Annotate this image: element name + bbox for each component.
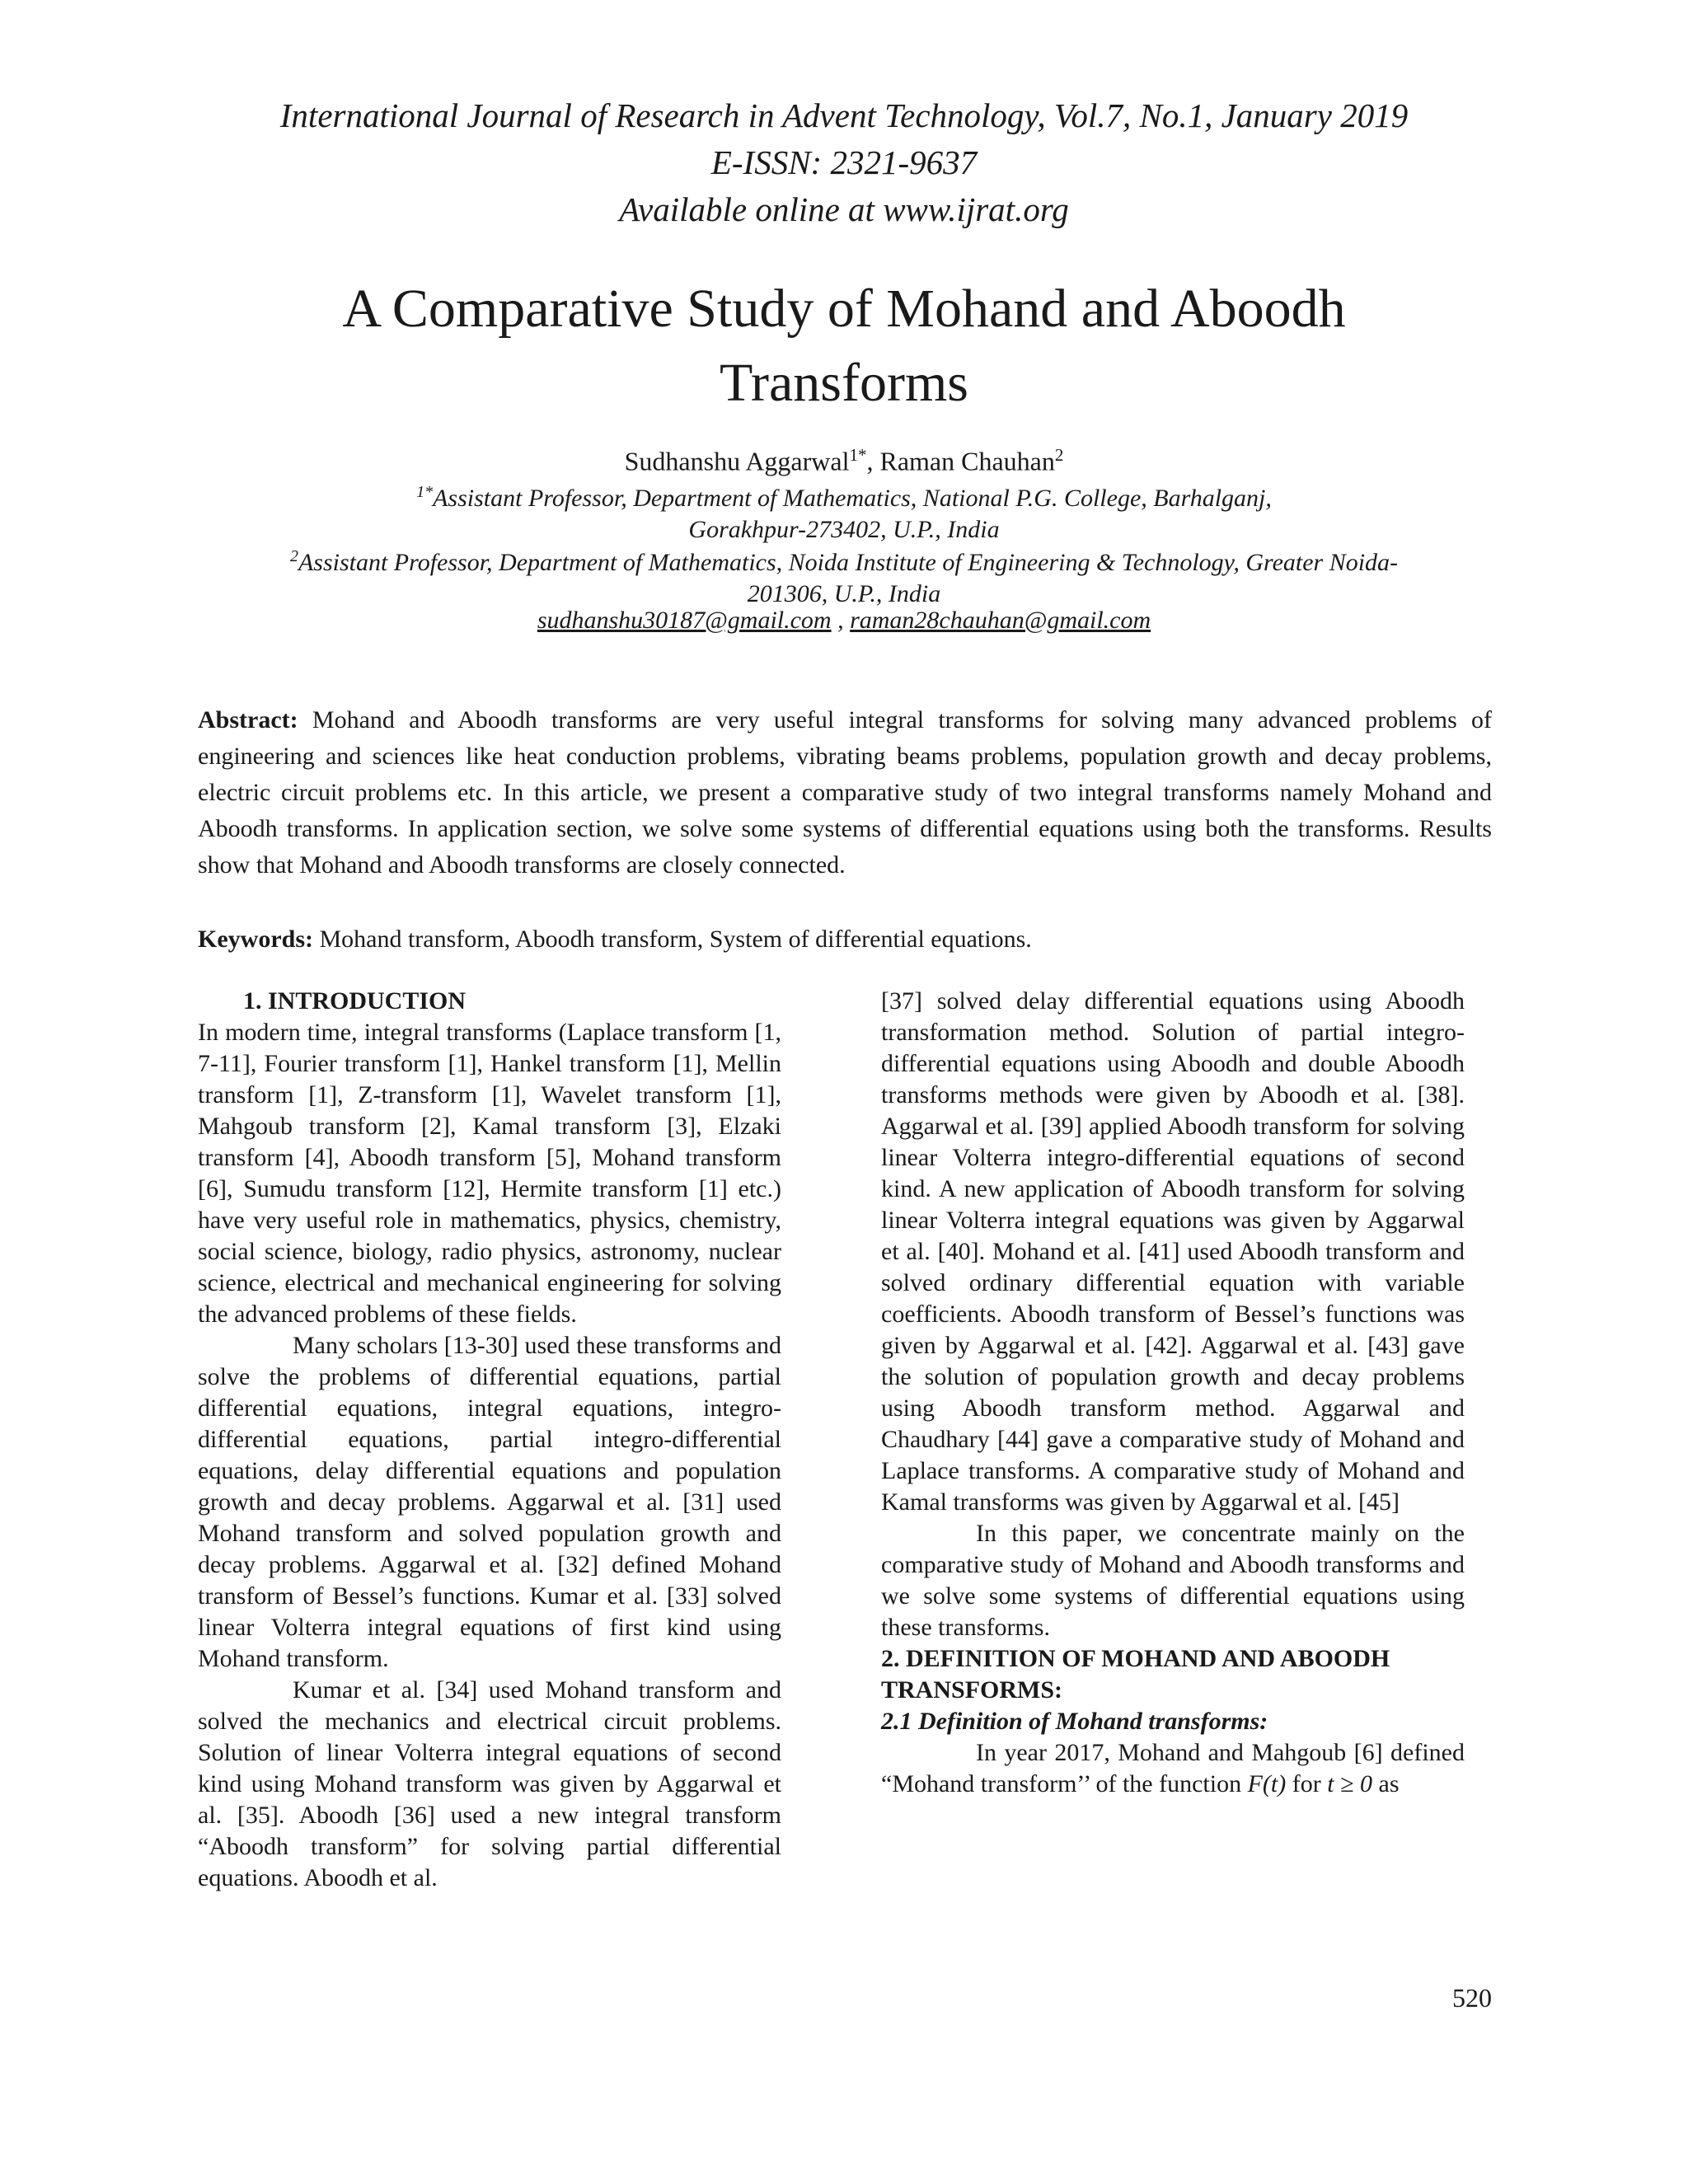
title-line-1: A Comparative Study of Mohand and Aboodh	[342, 279, 1346, 339]
affiliation-1-line-1: Assistant Professor, Department of Mathematics, National P.G. College, Barhalganj,	[433, 485, 1272, 512]
title-line-2: Transforms	[720, 353, 968, 413]
keywords-text: Mohand transform, Aboodh transform, System of differential equations.	[319, 926, 1032, 953]
journal-name: International Journal of Research in Advent Technology, Vol.7, No.1, January 2019	[279, 96, 1409, 134]
affiliation-1-mark: 1*	[416, 483, 434, 501]
function-symbol: F(t)	[1247, 1770, 1287, 1797]
affiliation-2-mark: 2	[289, 547, 298, 565]
definition-paragraph	[881, 1737, 1465, 1800]
email-separator: ,	[831, 607, 851, 634]
journal-header	[0, 92, 1688, 233]
author-emails	[0, 605, 1688, 636]
right-column	[881, 986, 1465, 1800]
section-heading-definitions: 2. DEFINITION OF MOHAND AND ABOODH TRANSFORMS:	[881, 1645, 1390, 1704]
journal-website: Available online at www.ijrat.org	[619, 190, 1069, 228]
definition-text-end: as	[1372, 1770, 1400, 1797]
author-1: Sudhanshu Aggarwal	[624, 446, 850, 476]
author-separator: ,	[866, 446, 880, 476]
definition-text-start: In year 2017, Mohand and Mahgoub [6] defined “Mohand transform’’ of the function	[881, 1739, 1465, 1797]
author-2-mark: 2	[1054, 445, 1064, 465]
affiliation-2	[0, 541, 1688, 610]
abstract	[198, 702, 1492, 883]
author-list	[0, 438, 1688, 478]
domain-condition: t ≥ 0	[1327, 1770, 1373, 1797]
intro-paragraph-3: Kumar et al. [34] used Mohand transform and solved the mechanics and electrical circuit problems. Solution of linear Volterra integral equations of second kind using Mohand transform was given by Aggarwal et al. [35]. Aboodh [36] used a new integral transform “Aboodh transform” for solving partial differential equations. Aboodh et al.	[198, 1676, 781, 1891]
intro-paragraph-2: Many scholars [13-30] used these transforms and solve the problems of differential equations, partial differential equations, integral equations, integro-differential equations, partial integro-differential equations, delay differential equations and population growth and decay problems. Aggarwal et al. [31] used Mohand transform and solved population growth and decay problems. Aggarwal et al. [32] defined Mohand transform of Bessel’s functions. Kumar et al. [33] solved linear Volterra integral equations of first kind using Mohand transform.	[198, 1332, 781, 1672]
section-heading-introduction: 1. INTRODUCTION	[243, 987, 467, 1015]
email-link-1[interactable]: sudhanshu30187@gmail.com	[537, 607, 832, 634]
affiliation-2-line-2: 201306, U.P., India	[747, 580, 941, 607]
page-number: 520	[1452, 1983, 1492, 2013]
left-column	[198, 986, 781, 1894]
definition-text-mid: for	[1286, 1770, 1328, 1797]
affiliation-1	[0, 476, 1688, 546]
intro-paragraph-5: In this paper, we concentrate mainly on the comparative study of Mohand and Aboodh transforms and we solve some systems of differential equations using these transforms.	[881, 1520, 1465, 1641]
subsection-heading-mohand: 2.1 Definition of Mohand transforms:	[881, 1708, 1268, 1735]
author-2: Raman Chauhan	[879, 446, 1055, 476]
journal-issn: E-ISSN: 2321-9637	[710, 143, 978, 181]
paper-title	[0, 272, 1688, 420]
keywords	[198, 921, 1492, 958]
keywords-label: Keywords:	[198, 926, 313, 953]
intro-paragraph-1: In modern time, integral transforms (Laplace transform [1, 7-11], Fourier transform [1], Hankel transform [1], Mellin transform [1], Z-transform [1], Wavelet transform [1], Mahgoub transform [2], Kamal transform [3], Elzaki transform [4], Aboodh transform [5], Mohand transform [6], Sumudu transform [12], Hermite transform [1] etc.) have very useful role in mathematics, physics, chemistry, social science, biology, radio physics, astronomy, nuclear science, electrical and mechanical engineering for solving the advanced problems of these fields.	[198, 1019, 781, 1328]
abstract-label: Abstract:	[198, 706, 298, 733]
author-1-mark: 1*	[849, 445, 867, 465]
affiliation-2-line-1: Assistant Professor, Department of Mathematics, Noida Institute of Engineering & Technology, Greater Noida-	[298, 549, 1399, 576]
email-link-2[interactable]: raman28chauhan@gmail.com	[850, 607, 1151, 634]
intro-paragraph-4: [37] solved delay differential equations using Aboodh transformation method. Solution of partial integro-differential equations using Aboodh and double Aboodh transforms methods were given by Aboodh et al. [38]. Aggarwal et al. [39] applied Aboodh transform for solving linear Volterra integro-differential equations of second kind. A new application of Aboodh transform for solving linear Volterra integral equations was given by Aggarwal et al. [40]. Mohand et al. [41] used Aboodh transform and solved ordinary differential equation with variable coefficients. Aboodh transform of Bessel’s functions was given by Aggarwal et al. [42]. Aggarwal et al. [43] gave the solution of population growth and decay problems using Aboodh transform method. Aggarwal and Chaudhary [44] gave a comparative study of Mohand and Laplace transforms. A comparative study of Mohand and Kamal transforms was given by Aggarwal et al. [45]	[881, 987, 1465, 1516]
abstract-text: Mohand and Aboodh transforms are very useful integral transforms for solving many advanced problems of engineering and sciences like heat conduction problems, vibrating beams problems, population growth and decay problems, electric circuit problems etc. In this article, we present a comparative study of two integral transforms namely Mohand and Aboodh transforms. In application section, we solve some systems of differential equations using both the transforms. Results show that Mohand and Aboodh transforms are closely connected.	[198, 706, 1492, 879]
affiliation-1-line-2: Gorakhpur-273402, U.P., India	[688, 516, 1000, 543]
